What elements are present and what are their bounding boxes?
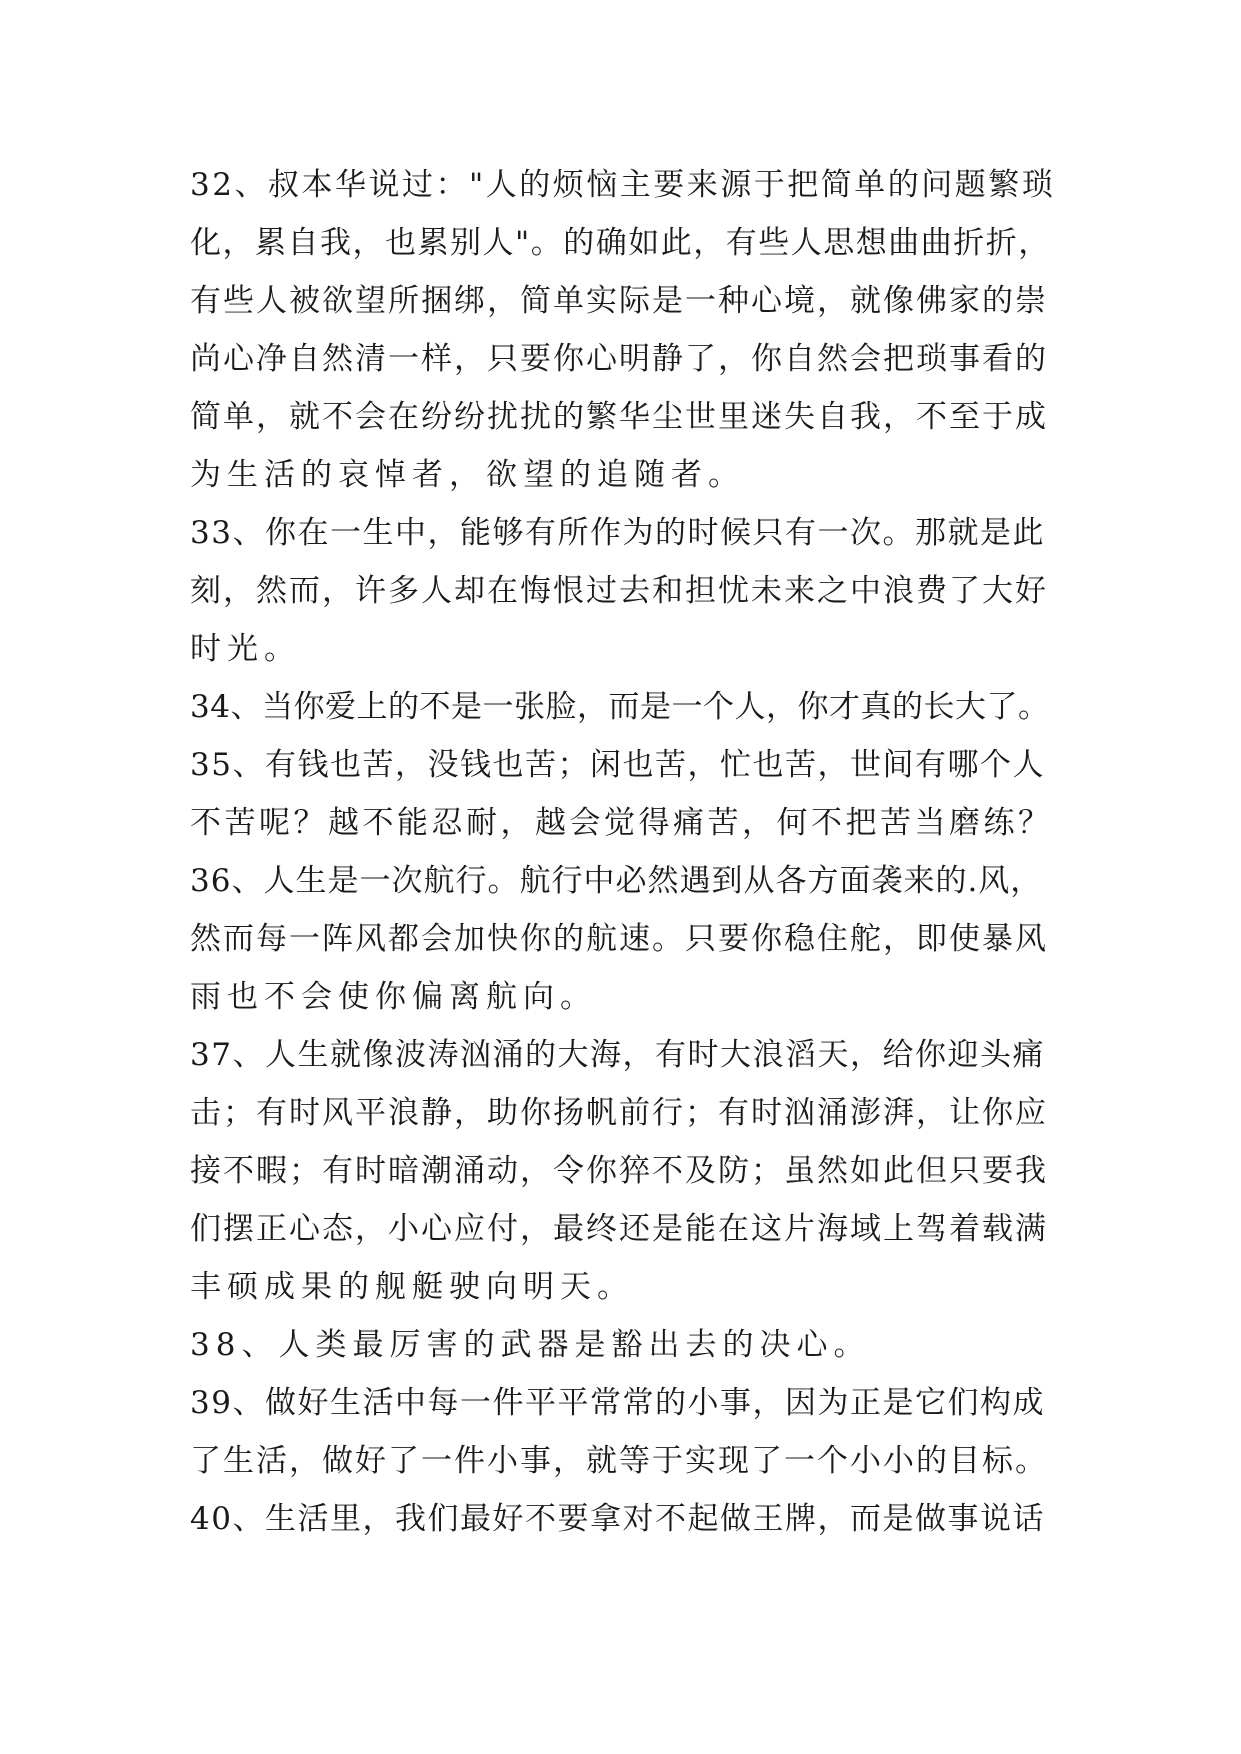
text-line: 32、叔本华说过："人的烦恼主要来源于把简单的问题繁琐 xyxy=(190,167,1056,203)
text-line: 尚心净自然清一样，只要你心明静了，你自然会把琐事看的 xyxy=(190,341,1048,377)
text-line: 有些人被欲望所捆绑，简单实际是一种心境，就像佛家的崇 xyxy=(190,283,1048,319)
text-line: 39、做好生活中每一件平平常常的小事，因为正是它们构成 xyxy=(190,1385,1045,1421)
text-line: 34、当你爱上的不是一张脸，而是一个人，你才真的长大了。 xyxy=(190,689,1050,725)
text-line: 37、人生就像波涛汹涌的大海，有时大浪滔天，给你迎头痛 xyxy=(190,1037,1045,1073)
text-line: 丰硕成果的舰艇驶向明天。 xyxy=(190,1269,634,1305)
text-line: 为生活的哀悼者，欲望的追随者。 xyxy=(190,457,745,493)
text-line: 刻，然而，许多人却在悔恨过去和担忧未来之中浪费了大好 xyxy=(190,573,1048,609)
text-line: 38、人类最厉害的武器是豁出去的决心。 xyxy=(190,1327,871,1363)
text-line: 不苦呢？越不能忍耐，越会觉得痛苦，何不把苦当磨练？ xyxy=(190,805,1053,841)
text-line: 雨也不会使你偏离航向。 xyxy=(190,979,597,1015)
text-line: 时光。 xyxy=(190,631,301,667)
text-line: 了生活，做好了一件小事，就等于实现了一个小小的目标。 xyxy=(190,1443,1048,1479)
text-line: 们摆正心态，小心应付，最终还是能在这片海域上驾着载满 xyxy=(190,1211,1048,1247)
text-line: 40、生活里，我们最好不要拿对不起做王牌，而是做事说话 xyxy=(190,1501,1045,1537)
text-line: 35、有钱也苦，没钱也苦；闲也苦，忙也苦，世间有哪个人 xyxy=(190,747,1045,783)
text-line: 然而每一阵风都会加快你的航速。只要你稳住舵，即使暴风 xyxy=(190,921,1048,957)
text-line: 36、人生是一次航行。航行中必然遇到从各方面袭来的.风， xyxy=(190,863,1043,899)
text-line: 33、你在一生中，能够有所作为的时候只有一次。那就是此 xyxy=(190,515,1045,551)
text-line: 接不暇；有时暗潮涌动，令你猝不及防；虽然如此但只要我 xyxy=(190,1153,1048,1189)
text-line: 化，累自我，也累别人"。的确如此，有些人思想曲曲折折， xyxy=(190,225,1051,261)
text-line: 击；有时风平浪静，助你扬帆前行；有时汹涌澎湃，让你应 xyxy=(190,1095,1048,1131)
text-line: 简单，就不会在纷纷扰扰的繁华尘世里迷失自我，不至于成 xyxy=(190,399,1048,435)
